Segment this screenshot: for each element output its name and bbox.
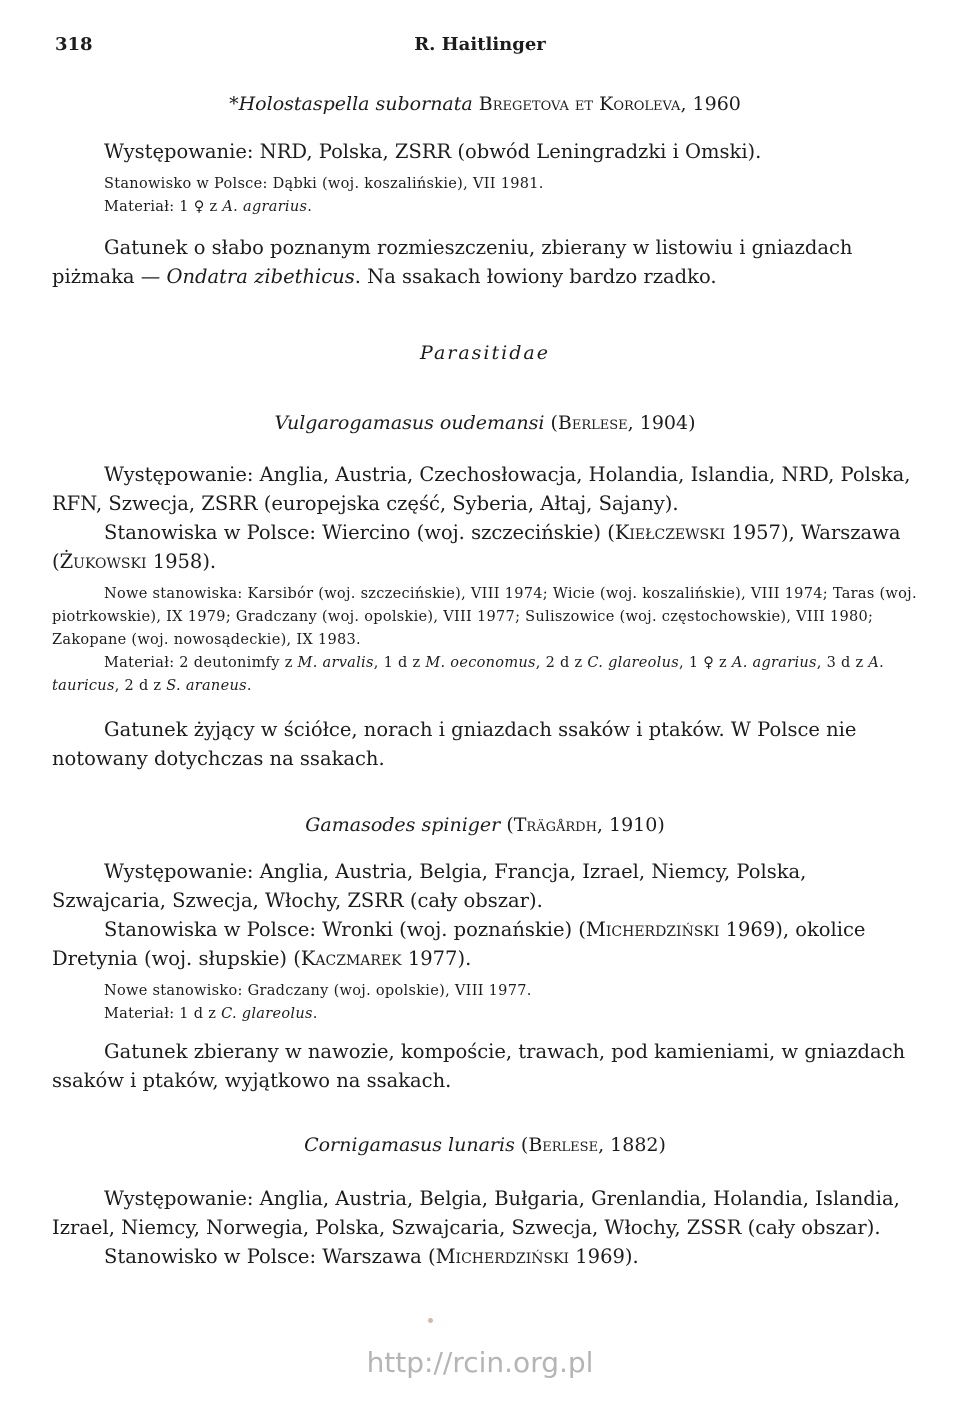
new-localities-vulgarogamasus: Nowe stanowiska: Karsibór (woj. szczecińskie), VIII 1974; Wicie (woj. koszalińskie), VIII 1974; Taras (woj. piotrkowskie), IX 1979; Gradczany (woj. opolskie), VIII 1977; Suliszowice (woj. częstochowskie), VIII 1980; Zakopane (woj. nowosądeckie), IX 1983. Materiał: 2 deutonimfy z M. arvalis, 1 d z M. oeconomus, 2 d z C. glareolus, 1 ♀ z A. agrarius, 3 d z A. tauricus, 2 d z S. araneus. — [52, 586, 917, 694]
occurrence-vulgarogamasus: Występowanie: Anglia, Austria, Czechosłowacja, Holandia, Islandia, NRD, Polska, RFN, Szwecja, ZSRR (europejska część, Syberia, Ałtaj, Sajany). Stanowiska w Polsce: Wiercino (woj. szczecińskie) (Kiełczewski 1957), Warszawa (Żukowski 1958). — [52, 463, 911, 573]
species-title-vulgarogamasus: Vulgarogamasus oudemansi (Berlese, 1904) — [274, 412, 696, 434]
family-heading: Parasitidae — [420, 342, 550, 364]
occurrence-holostaspella: Występowanie: NRD, Polska, ZSRR (obwód Leningradzki i Omski). — [104, 140, 762, 163]
species-title-holostaspella: *Holostaspella subornata Bregetova et Koroleva, 1960 — [229, 93, 741, 115]
scan-speck — [428, 1318, 433, 1323]
occurrence-gamasodes: Występowanie: Anglia, Austria, Belgia, Francja, Izrael, Niemcy, Polska, Szwajcaria, Szwecja, Włochy, ZSRR (cały obszar). Stanowiska w Polsce: Wronki (woj. poznańskie) (Micherdziński 1969), okolice Dretynia (woj. słupskie) (Kaczmarek 1977). — [52, 860, 866, 970]
description-gamasodes: Gatunek zbierany w nawozie, kompoście, trawach, pod kamieniami, w gniazdach ssaków i ptaków, wyjątkowo na ssakach. — [52, 1040, 906, 1092]
species-title-cornigamasus: Cornigamasus lunaris (Berlese, 1882) — [304, 1134, 666, 1156]
description-vulgarogamasus: Gatunek żyjący w ściółce, norach i gniazdach ssaków i ptaków. W Polsce nie notowany dotychczas na ssakach. — [52, 718, 857, 770]
running-head: R. Haitlinger — [414, 34, 546, 55]
species-title-gamasodes: Gamasodes spiniger (Trägårdh, 1910) — [305, 814, 665, 836]
watermark-url: http://rcin.org.pl — [366, 1346, 594, 1379]
page-header — [55, 34, 905, 58]
description-holostaspella: Gatunek o słabo poznanym rozmieszczeniu, zbierany w listowiu i gniazdach piżmaka — Ondatra zibethicus. Na ssakach łowiony bardzo rzadko. — [52, 236, 853, 288]
page-number: 318 — [55, 34, 93, 55]
new-locality-gamasodes: Nowe stanowisko: Gradczany (woj. opolskie), VIII 1977. Materiał: 1 d z C. glareolus. — [104, 983, 532, 1022]
occurrence-cornigamasus: Występowanie: Anglia, Austria, Belgia, Bułgaria, Grenlandia, Holandia, Islandia, Izrael, Niemcy, Norwegia, Polska, Szwajcaria, Szwecja, Włochy, ZSSR (cały obszar). Stanowisko w Polsce: Warszawa (Micherdziński 1969). — [52, 1187, 900, 1268]
locality-holostaspella: Stanowisko w Polsce: Dąbki (woj. koszalińskie), VII 1981. Materiał: 1 ♀ z A. agrarius. — [104, 176, 544, 215]
